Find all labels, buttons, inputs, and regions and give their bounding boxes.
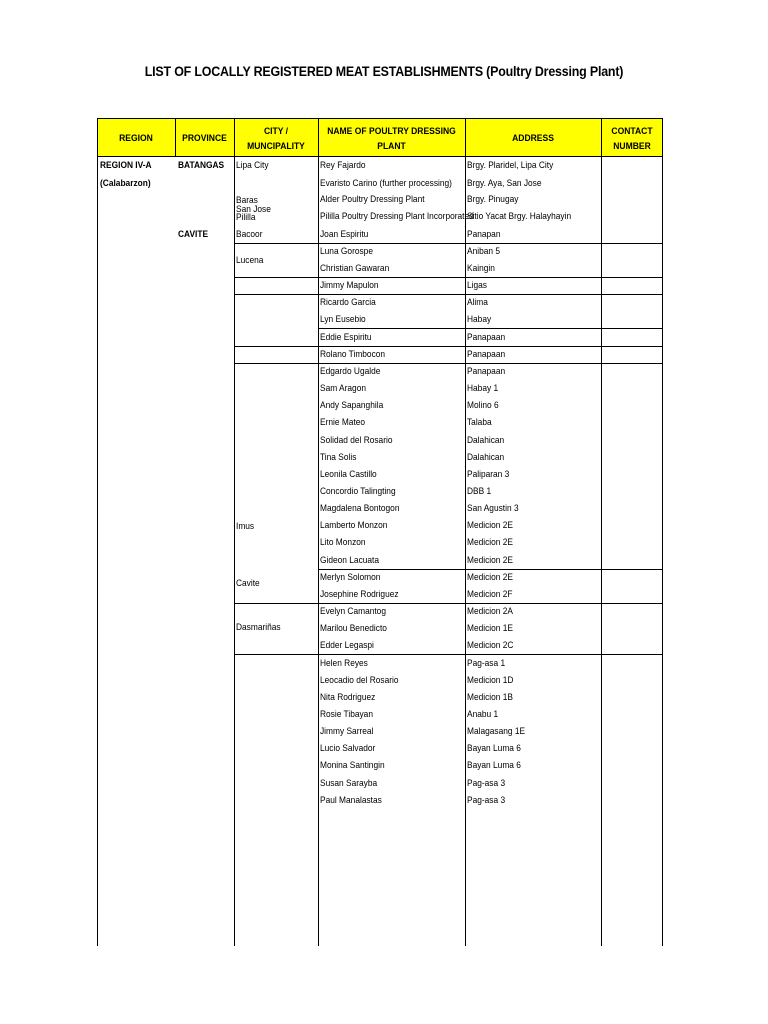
plant-name: Rolano Timbocon — [320, 349, 386, 360]
city-lipa: Lipa City — [236, 160, 269, 171]
city-pililla: Pililla — [236, 212, 256, 223]
row-border — [234, 603, 318, 604]
header-region: REGION — [119, 133, 153, 144]
plant-address: Panapaan — [467, 349, 506, 360]
row-border — [234, 363, 663, 364]
plant-name: Paul Manalastas — [320, 795, 382, 806]
plant-address: Medicion 1E — [467, 623, 514, 634]
header-city: CITY / MUNCIPALITY — [247, 125, 305, 152]
row-border — [234, 294, 663, 295]
city-cavite: Cavite — [236, 578, 260, 589]
plant-address: Brgy. Plaridel, Lipa City — [467, 160, 554, 171]
plant-address: Habay 1 — [467, 383, 499, 394]
plant-address: Panapan — [467, 229, 501, 240]
province-cavite: CAVITE — [178, 229, 209, 240]
plant-name: Evelyn Camantog — [320, 606, 386, 617]
plant-address: Molino 6 — [467, 400, 499, 411]
plant-name: Edder Legaspi — [320, 640, 374, 651]
plant-name: Christian Gawaran — [320, 263, 390, 274]
plant-name: Gideon Lacuata — [320, 555, 380, 566]
plant-address: Medicion 2A — [467, 606, 514, 617]
plant-name: Solidad del Rosario — [320, 435, 393, 446]
plant-address: Dalahican — [467, 452, 505, 463]
province-batangas: BATANGAS — [178, 160, 225, 171]
row-border — [318, 569, 663, 570]
plant-name: Lucio Salvador — [320, 743, 376, 754]
city-san-jose: San Jose — [236, 204, 271, 215]
plant-name: Lyn Eusebio — [320, 314, 366, 325]
plant-name: Lamberto Monzon — [320, 520, 388, 531]
row-border — [234, 346, 663, 347]
plant-address: Medicion 2E — [467, 572, 514, 583]
plant-address: Medicion 2E — [467, 537, 514, 548]
plant-name: Pililla Poultry Dressing Plant Incorporated — [320, 211, 474, 222]
row-border — [234, 277, 663, 278]
region-sublabel: (Calabarzon) — [100, 178, 151, 189]
plant-address: Sitio Yacat Brgy. Halayhayin — [467, 211, 572, 222]
plant-address: Malagasang 1E — [467, 726, 526, 737]
header-province: PROVINCE — [182, 133, 227, 144]
city-lucena: Lucena — [236, 255, 264, 266]
column-border — [175, 118, 176, 157]
plant-name: Luna Gorospe — [320, 246, 373, 257]
plant-address: Paliparan 3 — [467, 469, 510, 480]
plant-name: Jimmy Mapulon — [320, 280, 379, 291]
city-baras: Baras — [236, 195, 258, 206]
plant-name: Eddie Espiritu — [320, 332, 372, 343]
row-border — [234, 243, 663, 244]
plant-name: Marilou Benedicto — [320, 623, 387, 634]
header-contact-line2: NUMBER — [613, 140, 651, 152]
plant-name: Sam Aragon — [320, 383, 367, 394]
plant-address: Talaba — [467, 417, 492, 428]
row-border — [318, 603, 663, 604]
plant-address: Brgy. Pinugay — [467, 194, 519, 205]
plant-address: Medicion 1B — [467, 692, 514, 703]
plant-address: DBB 1 — [467, 486, 492, 497]
plant-address: Dalahican — [467, 435, 505, 446]
plant-address: Panapaan — [467, 366, 506, 377]
plant-address: Medicion 2C — [467, 640, 514, 651]
plant-name: Susan Sarayba — [320, 778, 378, 789]
plant-address: Pag-asa 3 — [467, 778, 506, 789]
plant-address: Bayan Luma 6 — [467, 760, 521, 771]
plant-address: Ligas — [467, 280, 487, 291]
plant-address: Medicion 2E — [467, 555, 514, 566]
plant-address: Anabu 1 — [467, 709, 499, 720]
plant-name: Rosie Tibayan — [320, 709, 373, 720]
city-dasmarinas: Dasmariñas — [236, 622, 281, 633]
establishments-table — [97, 118, 663, 946]
plant-address: Medicion 1D — [467, 675, 514, 686]
plant-name: Nita Rodriguez — [320, 692, 376, 703]
plant-name: Evaristo Carino (further processing) — [320, 178, 452, 189]
city-imus: Imus — [236, 521, 255, 532]
plant-address: San Agustin 3 — [467, 503, 519, 514]
city-bacoor: Bacoor — [236, 229, 263, 240]
plant-name: Tina Solis — [320, 452, 357, 463]
plant-name: Magdalena Bontogon — [320, 503, 400, 514]
header-name: NAME OF POULTRY DRESSING PLANT — [327, 125, 456, 152]
plant-address: Alima — [467, 297, 488, 308]
plant-name: Rey Fajardo — [320, 160, 366, 171]
plant-name: Merlyn Solomon — [320, 572, 381, 583]
plant-address: Pag-asa 1 — [467, 658, 506, 669]
plant-address: Kaingin — [467, 263, 495, 274]
plant-name: Concordio Talingting — [320, 486, 396, 497]
plant-address: Brgy. Aya, San Jose — [467, 178, 542, 189]
plant-name: Andy Sapanghila — [320, 400, 384, 411]
plant-name: Alder Poultry Dressing Plant — [320, 194, 425, 205]
header-address: ADDRESS — [512, 133, 554, 144]
header-contact — [604, 119, 660, 158]
plant-name: Joan Espiritu — [320, 229, 369, 240]
plant-name: Leonila Castillo — [320, 469, 377, 480]
plant-name: Helen Reyes — [320, 658, 368, 669]
plant-address: Medicion 2F — [467, 589, 513, 600]
plant-address: Panapaan — [467, 332, 506, 343]
plant-name: Leocadio del Rosario — [320, 675, 399, 686]
plant-name: Ricardo Garcia — [320, 297, 376, 308]
plant-address: Aniban 5 — [467, 246, 501, 257]
plant-name: Ernie Mateo — [320, 417, 366, 428]
row-border — [318, 328, 663, 329]
table-header — [97, 118, 663, 157]
plant-name: Jimmy Sarreal — [320, 726, 374, 737]
plant-address: Bayan Luma 6 — [467, 743, 521, 754]
plant-name: Monina Santingin — [320, 760, 385, 771]
plant-address: Habay — [467, 314, 492, 325]
region-label: REGION IV-A — [100, 160, 152, 171]
column-border — [97, 118, 98, 946]
row-border — [234, 654, 663, 655]
document-title: LIST OF LOCALLY REGISTERED MEAT ESTABLISHMENTS (Poultry Dressing Plant) — [144, 64, 624, 79]
header-contact-line1: CONTACT — [611, 125, 653, 137]
plant-name: Edgardo Ugalde — [320, 366, 381, 377]
plant-address: Medicion 2E — [467, 520, 514, 531]
plant-name: Josephine Rodriguez — [320, 589, 399, 600]
plant-address: Pag-asa 3 — [467, 795, 506, 806]
plant-name: Lito Monzon — [320, 537, 366, 548]
